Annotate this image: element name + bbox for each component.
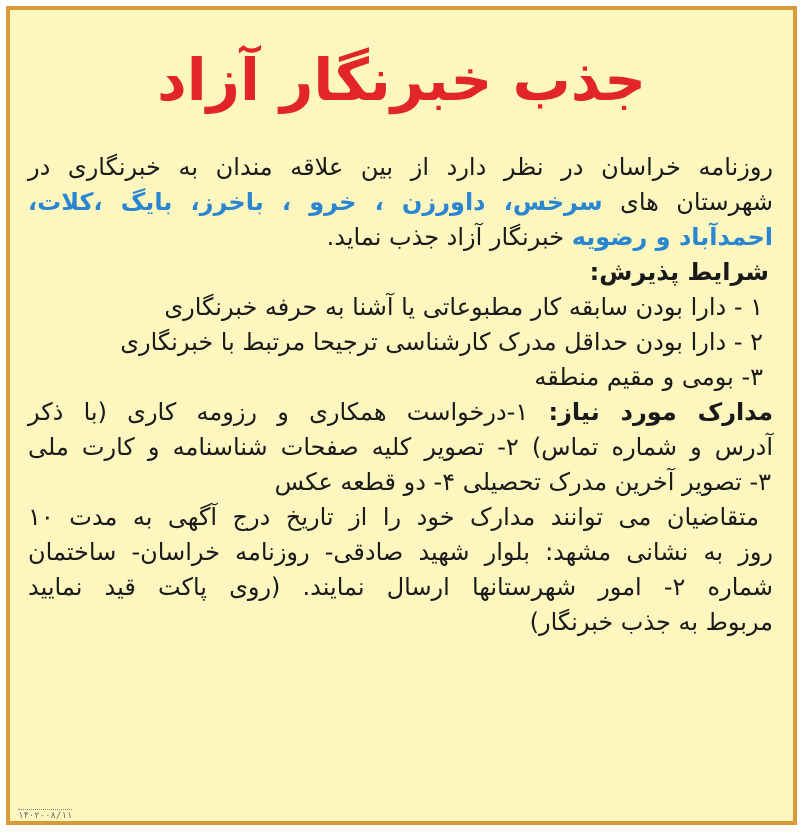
documents-line-3: ۳- تصویر آخرین مدرک تحصیلی ۴- دو قطعه عکس bbox=[274, 468, 771, 496]
cities-highlight-1: سرخس، داورزن ، خرو ، باخرز، بایگ ،کلات، bbox=[28, 188, 603, 216]
conditions-heading: شرایط پذیرش: bbox=[589, 258, 769, 286]
intro-line-2-prefix: شهرستان های bbox=[620, 188, 773, 216]
intro-line-3-suffix: خبرنگار آزاد جذب نماید. bbox=[326, 223, 565, 251]
documents-line-2: آدرس و شماره تماس) ۲- تصویر کلیه صفحات شناسنامه و کارت ملی bbox=[28, 433, 773, 461]
documents-heading: مدارک مورد نیاز: bbox=[548, 398, 774, 426]
submission-line-2: روز به نشانی مشهد: بلوار شهید صادقی- روزنامه خراسان- ساختمان bbox=[28, 538, 773, 566]
ad-title: جذب خبرنگار آزاد bbox=[156, 46, 647, 114]
intro-line-1: روزنامه خراسان در نظر دارد از بین علاقه مندان به خبرنگاری در bbox=[28, 153, 773, 181]
footer-code: ۱۴۰۲-۰۸/۱۱ bbox=[18, 811, 73, 821]
intro-line-2 bbox=[28, 185, 773, 220]
cities-highlight-2: احمدآباد و رضویه bbox=[571, 223, 773, 251]
condition-item-2: ۲ - دارا بودن حداقل مدرک کارشناسی ترجیحا مرتبط با خبرنگاری bbox=[120, 328, 763, 356]
job-ad bbox=[6, 6, 797, 825]
submission-line-3: شماره ۲- امور شهرستانها ارسال نمایند. (روی پاکت قید نمایید bbox=[28, 573, 773, 601]
condition-item-1: ۱ - دارا بودن سابقه کار مطبوعاتی یا آشنا به حرفه خبرنگاری bbox=[164, 293, 763, 321]
ad-body bbox=[28, 150, 773, 640]
submission-line-4: مربوط به جذب خبرنگار) bbox=[529, 608, 773, 636]
submission-line-1: متقاضیان می توانند مدارک خود را از تاریخ درج آگهی به مدت ۱۰ bbox=[28, 503, 759, 531]
documents-line-1 bbox=[28, 395, 773, 430]
condition-item-3: ۳- بومی و مقیم منطقه bbox=[534, 363, 763, 391]
intro-line-3 bbox=[28, 220, 773, 255]
documents-line-1-rest: ۱-درخواست همکاری و رزومه کاری (با ذکر bbox=[28, 398, 529, 426]
